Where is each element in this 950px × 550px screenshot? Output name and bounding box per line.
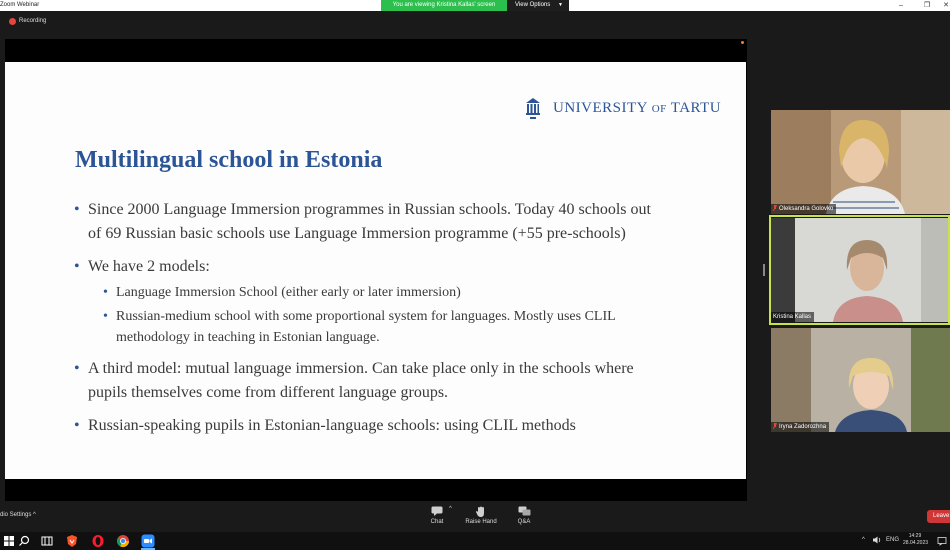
- chevron-up-icon: ^: [33, 512, 36, 518]
- leave-button[interactable]: Leave: [927, 510, 950, 523]
- zoom-app-icon[interactable]: [141, 534, 155, 548]
- university-logo-text: UNIVERSITY OF TARTU: [553, 100, 722, 116]
- recording-icon: [9, 18, 16, 25]
- minimize-icon[interactable]: –: [899, 2, 903, 9]
- raise-hand-icon: [475, 506, 487, 518]
- language-indicator[interactable]: ENG: [886, 537, 900, 543]
- tray-chevron-icon[interactable]: ^: [862, 537, 865, 543]
- notifications-icon[interactable]: [937, 536, 947, 546]
- active-speaker-border: [769, 215, 950, 325]
- qa-button[interactable]: Q&A: [504, 506, 544, 528]
- screen-share-banner: You are viewing Kristina Kallas' screen: [381, 0, 507, 11]
- opera-browser-icon[interactable]: [91, 534, 105, 548]
- view-options-label: View Options: [515, 2, 551, 8]
- bullet-dot: •: [74, 258, 80, 275]
- app-title: Zoom Webinar: [0, 2, 40, 8]
- bullet-3: A third model: mutual language immersion. Can take place only in the schools where pupils themselves come from different language groups.: [88, 360, 634, 401]
- close-icon[interactable]: ✕: [943, 2, 949, 9]
- chat-icon: [431, 506, 443, 517]
- chevron-down-icon: ▼: [558, 2, 563, 8]
- bullet-dot: •: [74, 360, 80, 377]
- bullet-1: Since 2000 Language Immersion programmes in Russian schools. Today 40 schools out of 69 Russian basic schools use Language Immersion programme (+55 pre-schools): [88, 201, 651, 242]
- panel-resize-handle[interactable]: [763, 264, 765, 276]
- university-logo-icon: [525, 97, 541, 121]
- participant-name-tag: Kristina Kallas: [771, 312, 814, 322]
- qa-icon: [518, 506, 531, 517]
- participant-avatar: [771, 110, 950, 214]
- audio-settings-button[interactable]: dio Settings ^: [0, 512, 36, 518]
- participant-name-tag: Oleksandra Golovko: [771, 204, 836, 214]
- bullet-2: We have 2 models:: [88, 258, 210, 275]
- view-options-button[interactable]: [507, 0, 569, 11]
- bullet-dot: •: [74, 417, 80, 434]
- restore-icon[interactable]: ❐: [923, 2, 931, 9]
- sub-bullet-dot: •: [103, 285, 108, 300]
- chat-options-chevron-icon[interactable]: ^: [449, 506, 452, 512]
- participant-name-tag: Iryna Zadorozhna: [771, 422, 829, 432]
- search-icon[interactable]: [17, 534, 31, 548]
- system-clock[interactable]: 14:29 28.04.2023: [903, 533, 929, 546]
- participant-video-1[interactable]: [771, 110, 950, 214]
- bullet-4: Russian-speaking pupils in Estonian-language schools: using CLIL methods: [88, 417, 576, 434]
- chat-button[interactable]: Chat: [417, 506, 457, 528]
- slide-title: Multilingual school in Estonia: [75, 147, 383, 173]
- mic-muted-icon: [773, 423, 777, 429]
- participant-avatar: [771, 328, 950, 432]
- recording-bar: [0, 11, 950, 36]
- recording-label: Recording: [19, 18, 47, 24]
- sub-bullet-2: Russian-medium school with some proportional system for languages. Mostly uses CLIL methodology in teaching in Estonian language.: [116, 309, 616, 345]
- windows-start-icon[interactable]: [2, 534, 16, 548]
- brave-browser-icon[interactable]: [65, 534, 79, 548]
- indicator-dot: [741, 41, 744, 44]
- bullet-dot: •: [74, 201, 80, 218]
- sub-bullet-dot: •: [103, 309, 108, 324]
- task-view-icon[interactable]: [40, 534, 54, 548]
- raise-hand-button[interactable]: Raise Hand: [461, 506, 501, 528]
- chrome-browser-icon[interactable]: [116, 534, 130, 548]
- participant-video-3[interactable]: [771, 328, 950, 432]
- speaker-icon[interactable]: [872, 535, 882, 545]
- mic-muted-icon: [773, 205, 777, 211]
- sub-bullet-1: Language Immersion School (either early or later immersion): [116, 285, 461, 300]
